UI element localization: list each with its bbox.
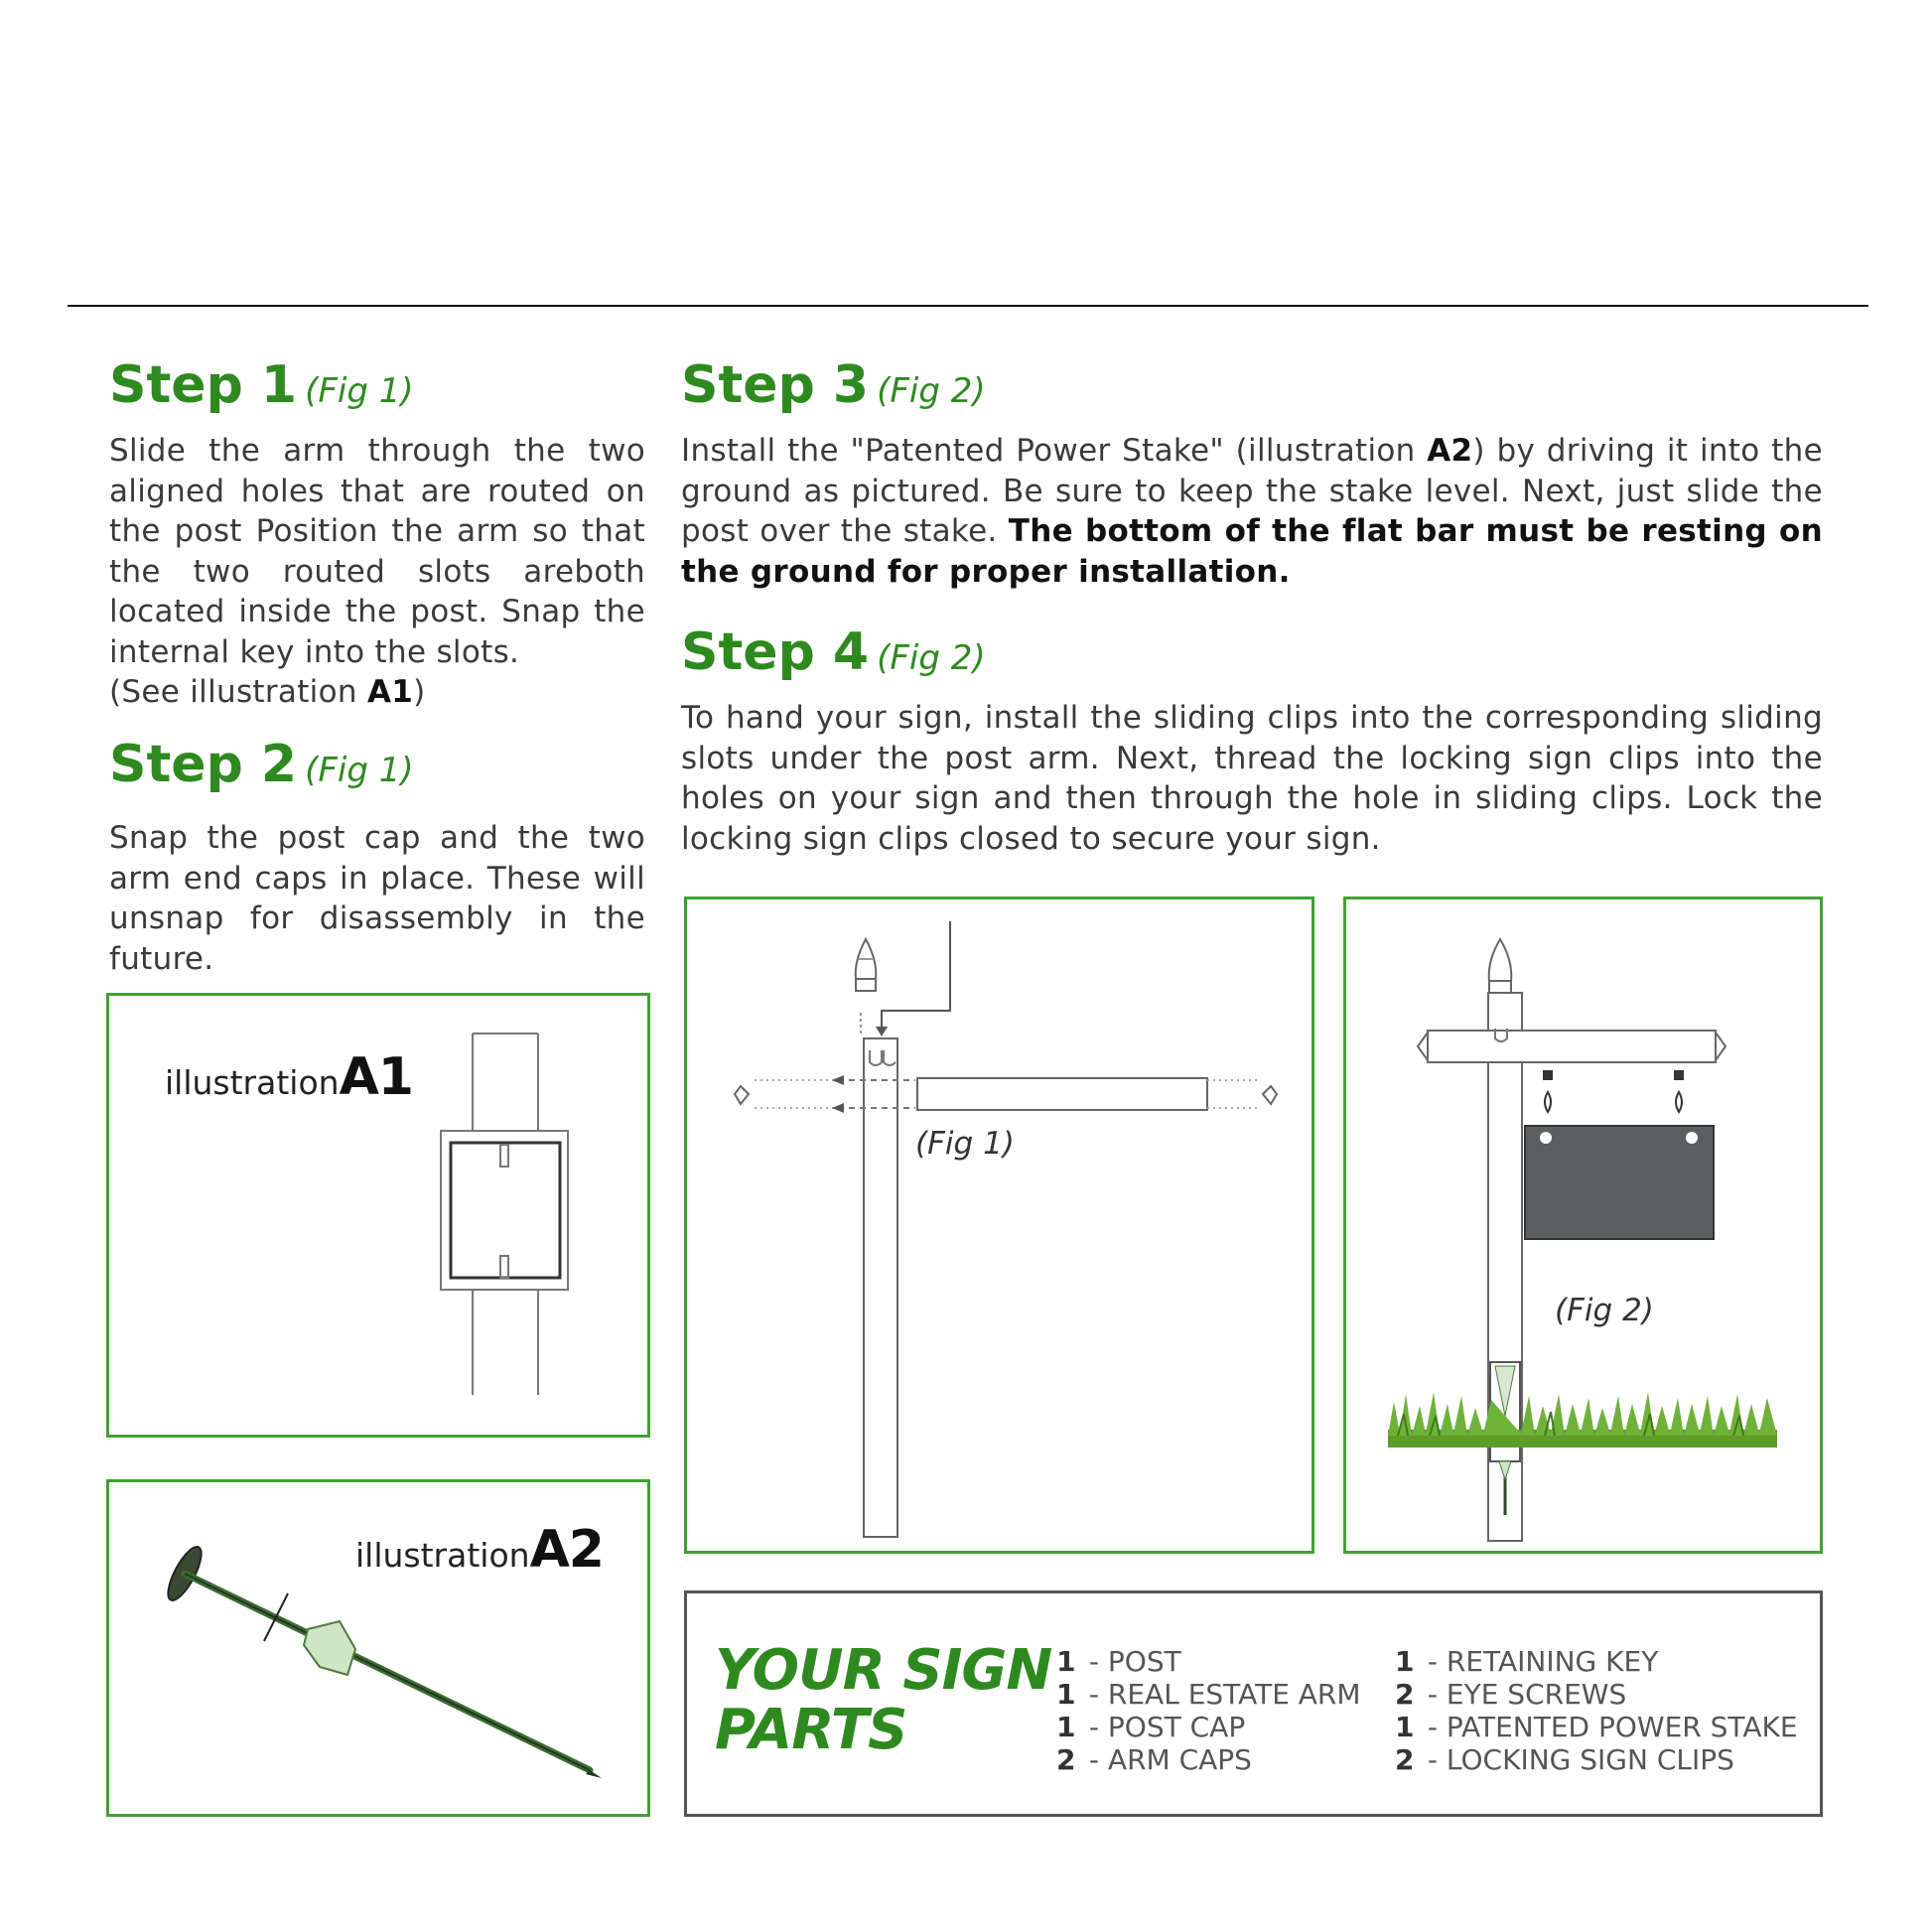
step-4-heading: Step 4 (Fig 2): [681, 622, 986, 682]
step-3-heading: Step 3 (Fig 2): [681, 355, 986, 415]
post-key-drawing: [109, 996, 647, 1435]
parts-title: YOUR SIGN PARTS: [715, 1638, 1052, 1762]
power-stake-drawing: [109, 1482, 647, 1814]
fig-1-label: (Fig 1): [915, 1126, 1015, 1162]
grass: [1388, 1392, 1777, 1448]
header-divider: [68, 305, 1868, 307]
illustration-a1-label: illustrationA1: [165, 1047, 413, 1107]
step-2-heading: Step 2 (Fig 1): [109, 735, 414, 794]
parts-item: 1 - POST: [1056, 1645, 1181, 1678]
step-1-text: Slide the arm through the two aligned holes that are routed on the post Position the arm so that the two routed slots areboth located inside the post. Snap the internal key into the slots. (See illustration A1): [109, 433, 645, 710]
step-2-text: Snap the post cap and the two arm end caps in place. These will unsnap for disassembly in the future.: [109, 820, 645, 977]
parts-column-right: [1395, 1645, 1798, 1776]
step-1-fig-ref: (Fig 1): [305, 371, 414, 411]
parts-item: 1 - PATENTED POWER STAKE: [1395, 1711, 1798, 1743]
step-2: [109, 735, 645, 979]
step-1: [109, 355, 645, 713]
parts-list-box: [684, 1590, 1823, 1817]
step-2-fig-ref: (Fig 1): [305, 751, 414, 790]
illustration-a1-box: [106, 993, 650, 1438]
parts-column-left: [1056, 1645, 1361, 1776]
fig-2-installed-sign-drawing: [1346, 899, 1820, 1551]
parts-item: 1 - POST CAP: [1056, 1711, 1246, 1743]
parts-item: 2 - ARM CAPS: [1056, 1743, 1252, 1776]
parts-item: 2 - EYE SCREWS: [1395, 1678, 1627, 1711]
parts-item: 2 - LOCKING SIGN CLIPS: [1395, 1743, 1734, 1776]
sign-panel: [1525, 1126, 1714, 1239]
step-1-heading: Step 1 (Fig 1): [109, 355, 414, 415]
step-3-fig-ref: (Fig 2): [877, 371, 986, 411]
illustration-a2-label: illustrationA2: [355, 1520, 604, 1580]
parts-item: 1 - RETAINING KEY: [1395, 1645, 1659, 1678]
fig-1-assembly-drawing: [687, 899, 1311, 1551]
fig-2-box: [1343, 897, 1823, 1554]
fig-1-box: [684, 897, 1314, 1554]
illustration-a2-box: [106, 1479, 650, 1817]
parts-item: 1 - REAL ESTATE ARM: [1056, 1678, 1361, 1711]
step-4-text: To hand your sign, install the sliding clips into the corresponding sliding slots under the post arm. Next, thread the locking sign clips into the holes on your sign and then through the hole in sliding clips. Lock the locking sign clips closed to secure your sign.: [681, 700, 1823, 857]
step-4-fig-ref: (Fig 2): [877, 638, 986, 678]
step-3: [681, 355, 1823, 592]
step-4: [681, 622, 1823, 859]
step-3-text: Install the "Patented Power Stake" (illustration A2) by driving it into the ground as pictured. Be sure to keep the stake level. Next, just slide the post over the stake. The bottom of the flat bar must be resting on the ground for proper installation.: [681, 433, 1823, 590]
fig-2-label: (Fig 2): [1555, 1293, 1654, 1328]
